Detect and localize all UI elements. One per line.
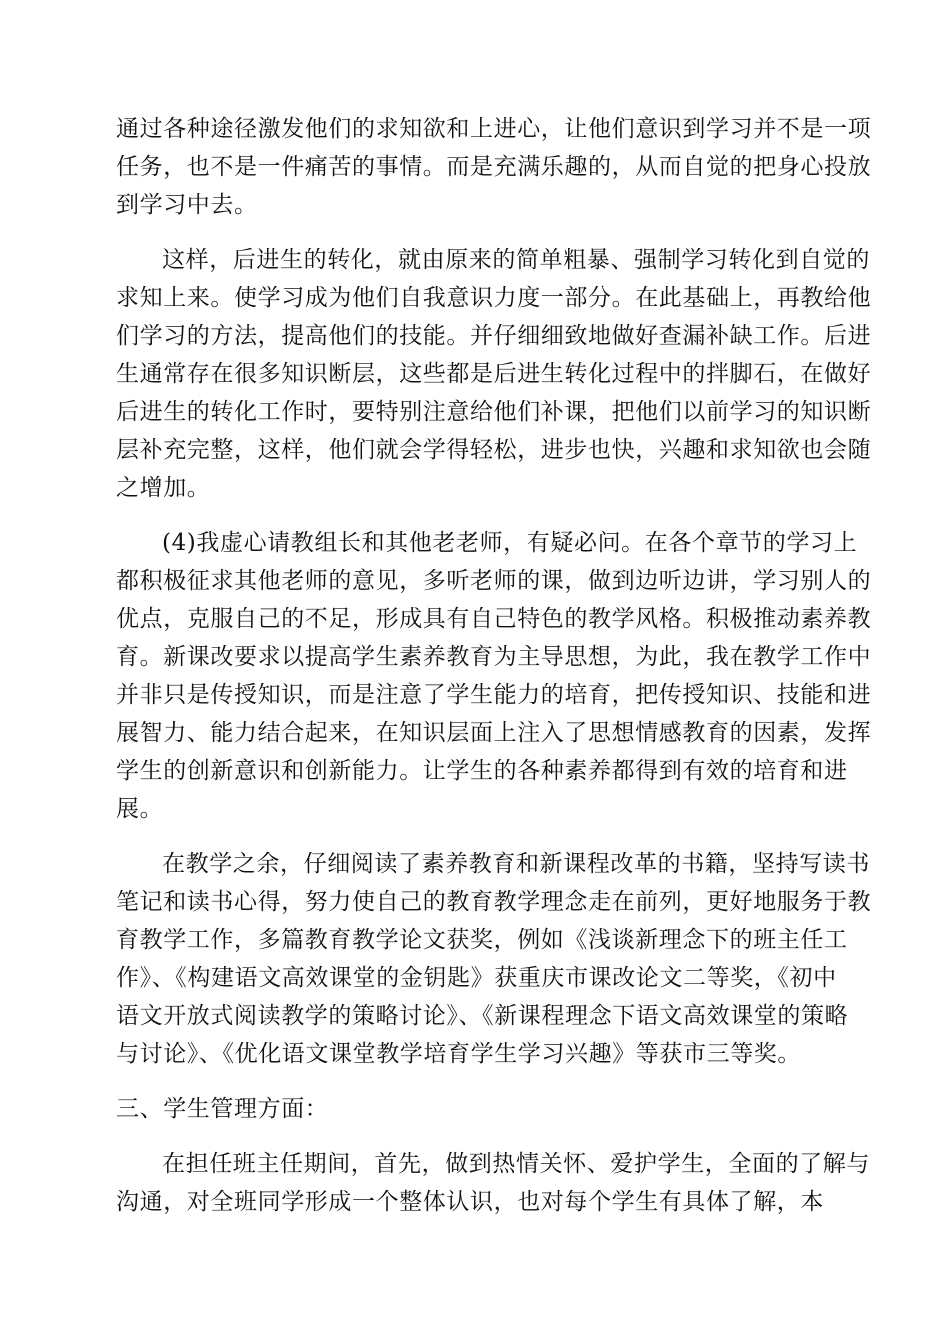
text-line: 后进生的转化工作时，要特别注意给他们补课，把他们以前学习的知识断 [116,399,872,425]
text-line: (4)我虚心请教组长和其他老老师，有疑必问。在各个章节的学习上 [162,530,858,556]
text-line: 作》、《构建语文高效课堂的金钥匙》获重庆市课改论文二等奖，《初中 [116,965,837,991]
text-line: 笔记和读书心得，努力使自己的教育教学理念走在前列，更好地服务于教 [116,889,872,915]
text-line: 学生的创新意识和创新能力。让学生的各种素养都得到有效的培育和进 [116,758,848,784]
text-line: 育教学工作，多篇教育教学论文获奖，例如《浅谈新理念下的班主任工 [116,927,848,953]
text-line: 优点，克服自己的不足，形成具有自己特色的教学风格。积极推动素养教 [116,606,872,632]
text-line: 育。新课改要求以提高学生素养教育为主导思想，为此，我在教学工作中 [116,644,872,670]
text-line: 展智力、能力结合起来，在知识层面上注入了思想情感教育的因素，发挥 [116,720,872,746]
text-line: 求知上来。使学习成为他们自我意识力度一部分。在此基础上，再教给他 [116,285,872,311]
text-line: 语文开放式阅读教学的策略讨论》、《新课程理念下语文高效课堂的策略 [116,1003,849,1029]
text-line: 之增加。 [116,475,211,501]
text-line: 并非只是传授知识，而是注意了学生能力的培育，把传授知识、技能和进 [116,682,872,708]
text-line: 层补充完整，这样，他们就会学得轻松，进步也快，兴趣和求知欲也会随 [116,437,872,463]
text-line: 生通常存在很多知识断层，这些都是后进生转化过程中的拌脚石，在做好 [116,361,872,387]
text-line: 通过各种途径激发他们的求知欲和上进心，让他们意识到学习并不是一项 [116,116,872,142]
text-line: 这样，后进生的转化，就由原来的简单粗暴、强制学习转化到自觉的 [162,247,870,273]
text-line: 到学习中去。 [116,192,258,218]
text-line: 都积极征求其他老师的意见，多听老师的课，做到边听边讲，学习别人的 [116,568,872,594]
text-line: 任务，也不是一件痛苦的事情。而是充满乐趣的，从而自觉的把身心投放 [116,154,872,180]
text-line: 与讨论》、《优化语文课堂教学培育学生学习兴趣》等获市三等奖。 [116,1041,801,1067]
section-heading: 三、学生管理方面： [116,1096,329,1122]
text-line: 展。 [116,796,164,822]
text-line: 沟通，对全班同学形成一个整体认识，也对每个学生有具体了解，本 [116,1189,824,1215]
text-line: 在教学之余，仔细阅读了素养教育和新课程改革的书籍，坚持写读书 [162,851,870,877]
text-line: 们学习的方法，提高他们的技能。并仔细细致地做好查漏补缺工作。后进 [116,323,872,349]
text-line: 在担任班主任期间，首先，做到热情关怀、爱护学生，全面的了解与 [162,1151,870,1177]
